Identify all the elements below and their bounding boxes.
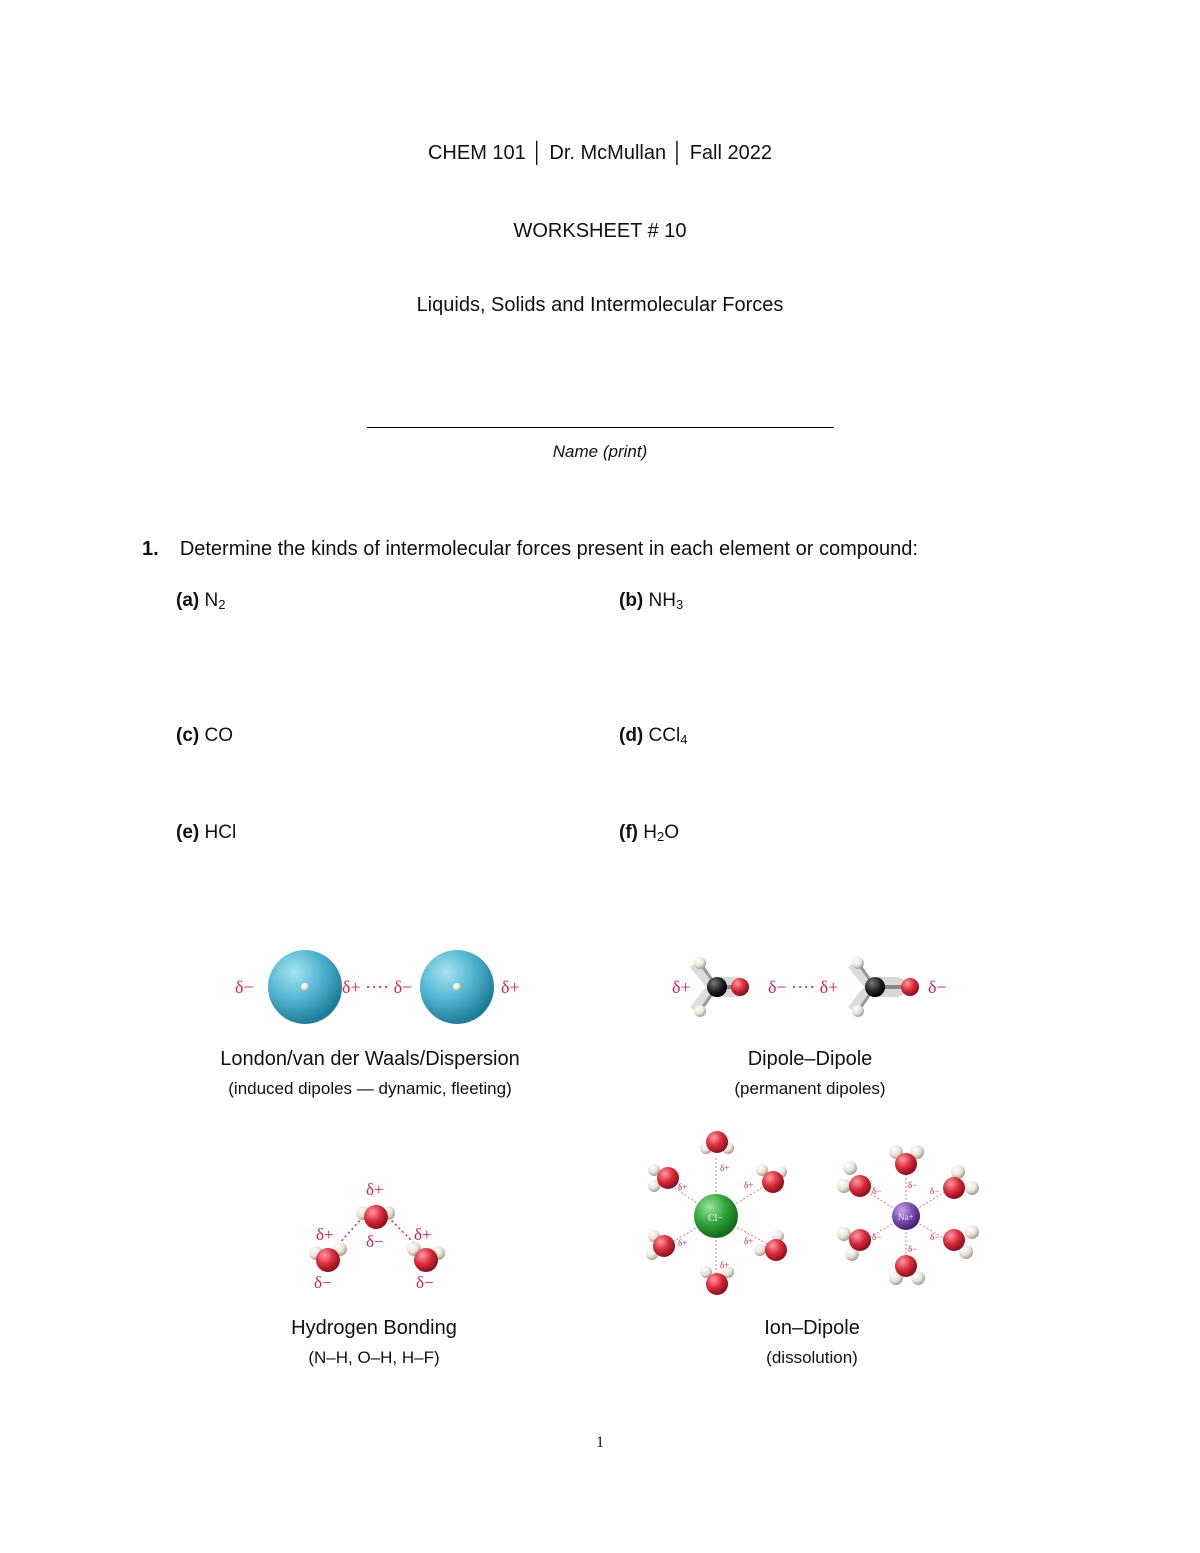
hbond-subtitle: (N–H, O–H, H–F) [308, 1348, 440, 1367]
name-label: Name (print) [552, 442, 648, 461]
name-input-line[interactable] [367, 427, 834, 428]
item-d: (d) CCl$_4$ [619, 725, 688, 747]
svg-text:Na+: Na+ [898, 1212, 914, 1222]
svg-text:δ+: δ+ [720, 1260, 730, 1270]
topic-title: Liquids, Solids and Intermolecular Forces [416, 294, 784, 316]
water-molecule-top [356, 1205, 395, 1229]
svg-text:δ+: δ+ [316, 1225, 334, 1244]
svg-text:δ+: δ+ [744, 1180, 754, 1190]
dipole-title: Dipole–Dipole [747, 1048, 873, 1070]
svg-text:δ−: δ− [908, 1180, 918, 1190]
svg-text:δ+: δ+ [720, 1163, 730, 1173]
dipole-dipole-diagram [670, 945, 960, 1030]
svg-text:δ−: δ− [872, 1232, 882, 1242]
question-number: 1. [142, 538, 159, 560]
london-title: London/van der Waals/Dispersion [220, 1048, 520, 1070]
item-f: (f) $H_2O$ [619, 822, 680, 844]
svg-text:δ−: δ− [314, 1273, 332, 1292]
london-delta-middle: δ+ ···· δ− [342, 977, 413, 997]
dipole-subtitle: (permanent dipoles) [734, 1079, 886, 1098]
svg-text:δ−: δ− [872, 1186, 882, 1196]
course-header: CHEM 101 │ Dr. McMullan │ Fall 2022 [427, 142, 772, 164]
svg-text:Cl−: Cl− [708, 1213, 724, 1224]
ion-dipole-diagram [636, 1128, 996, 1303]
dipole-molecule-2 [848, 957, 919, 1017]
svg-text:δ−: δ− [930, 1232, 940, 1242]
worksheet-title: WORKSHEET # 10 [513, 220, 687, 242]
svg-text:δ+: δ+ [678, 1182, 688, 1192]
svg-text:δ+: δ+ [744, 1236, 754, 1246]
svg-text:δ+: δ+ [414, 1225, 432, 1244]
question-1 [142, 538, 918, 561]
london-delta-right: δ+ [501, 977, 520, 997]
page-number: 1 [596, 1434, 604, 1451]
dipole-delta-middle: δ− ···· δ+ [768, 977, 839, 997]
sodium-hydration-shell [837, 1145, 979, 1285]
hbond-title: Hydrogen Bonding [291, 1317, 457, 1339]
question-text: Determine the kinds of intermolecular forces present in each element or compound: [179, 538, 918, 560]
svg-text:δ+: δ+ [678, 1238, 688, 1248]
svg-text:δ−: δ− [930, 1186, 940, 1196]
item-e: (e) HCl [176, 822, 237, 843]
dipole-molecule-1 [690, 957, 749, 1017]
london-dispersion-diagram [225, 945, 535, 1030]
svg-text:δ−: δ− [366, 1232, 384, 1251]
london-subtitle: (induced dipoles — dynamic, fleeting) [228, 1079, 512, 1098]
chloride-hydration-shell [646, 1131, 787, 1295]
london-delta-left: δ− [235, 977, 254, 997]
hydrogen-bonding-diagram [300, 1175, 460, 1295]
item-c: (c) CO [176, 725, 234, 746]
svg-text:δ−: δ− [416, 1273, 434, 1292]
water-molecule-right [407, 1242, 445, 1272]
ion-dipole-subtitle: (dissolution) [766, 1348, 858, 1367]
item-b: (b) $NH_3$ [619, 590, 684, 612]
item-a: (a) $N_2$ [176, 590, 226, 612]
svg-text:δ−: δ− [908, 1244, 918, 1254]
dipole-delta-left: δ+ [672, 977, 691, 997]
water-molecule-left [309, 1242, 347, 1272]
dipole-delta-right: δ− [928, 977, 947, 997]
svg-text:δ+: δ+ [366, 1180, 384, 1199]
ion-dipole-title: Ion–Dipole [764, 1317, 860, 1339]
